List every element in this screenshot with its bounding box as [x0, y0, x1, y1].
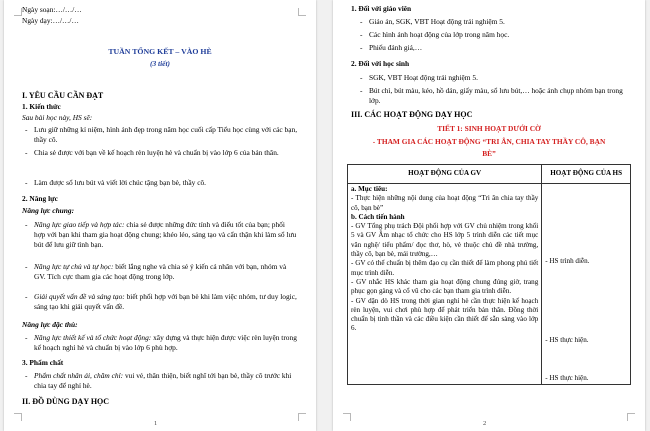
page-2 — [333, 0, 645, 431]
page-title: TUẦN TỔNG KẾT – VÀO HÈ — [108, 47, 212, 56]
lesson-subtitle: - THAM GIA CÁC HOẠT ĐỘNG “TRI ÂN, CHIA TAY THẦY CÔ, BẠN — [372, 137, 606, 146]
table-header-row — [348, 165, 631, 184]
knowledge-item: - Chia sẻ được với bạn về kế hoạch rèn luyện hè và chuẩn bị vào lớp 6 của bản thân. — [34, 148, 298, 158]
procedure-label: b. Cách tiến hành — [351, 212, 405, 221]
knowledge-item: - Lưu giữ những kỉ niệm, hình ảnh đẹp trong năm học cuối cấp Tiểu học cùng với các bạn, thầy cô. — [34, 125, 298, 145]
lesson-subtitle-cont: BÈ” — [482, 149, 496, 158]
activity-table — [347, 164, 631, 385]
page-number: 1 — [154, 420, 158, 427]
goal-text: - Thực hiện những nội dung của hoạt động “Tri ân chia tay thầy cô, bạn bè” — [351, 194, 539, 212]
section-requirements: I. YÊU CẦU CẦN ĐẠT — [22, 91, 104, 100]
heading-teacher-materials: 1. Đối với giáo viên — [351, 4, 412, 13]
knowledge-item: - Làm được sổ lưu bút và viết lời chúc tặng bạn bè, thầy cô. — [34, 178, 298, 188]
teacher-activity: - GV có thể chuẩn bị thêm đạo cụ cần thiết để làm phong phú tiết mục trình diễn. — [351, 259, 539, 277]
student-activity: - HS thực hiện. — [545, 336, 589, 345]
specific-competence-item: - Năng lực thiết kế và tổ chức hoạt động: xây dựng và thực hiện được việc rèn luyện trong kế hoạch nghỉ hè và chuẩn bị vào lớp 6 phù hợp. — [34, 333, 298, 353]
quality-item: - Phẩm chất nhân ái, chăm chỉ: vui vẻ, thân thiện, biết nghĩ tới bạn bè, thầy cô trước khi chia tay để nghỉ hè. — [34, 371, 298, 391]
heading-knowledge: 1. Kiến thức — [22, 102, 61, 111]
goal-label: a. Mục tiêu: — [351, 185, 388, 193]
student-activity: - HS thực hiện. — [545, 373, 589, 382]
lesson-title: TIẾT 1: SINH HOẠT DƯỚI CỜ — [437, 124, 541, 133]
heading-competence: 2. Năng lực — [22, 194, 58, 203]
column-header-teacher: HOẠT ĐỘNG CỦA GV — [348, 165, 542, 184]
heading-qualities: 3. Phẩm chất — [22, 358, 64, 367]
student-material-item: - Bút chì, bút màu, kéo, hồ dán, giấy màu, sổ lưu bút,… hoặc ảnh chụp nhóm bạn trong lớp. — [369, 86, 627, 106]
table-row — [348, 184, 631, 385]
teacher-activity: - GV dặn dò HS trong thời gian nghỉ hè cần thực hiện kế hoạch rèn luyện, vui chơi phù hợp để phát triển bản thân. Đồng thời chuẩn bị tinh thần và các điều kiện cần thiết để sẵn sàng vào lớp 6. — [351, 296, 539, 333]
teacher-activity: - GV Tổng phụ trách Đội phối hợp với GV chủ nhiệm trong khối 5 và GV Âm nhạc tổ chức cho HS lớp 5 trình diễn các tiết mục văn nghệ/ tiểu phẩm/ đọc thơ, hò, vè thuộc chủ đề nhà trường, thầy cô, bạn bè, mái trường,… — [351, 222, 539, 259]
column-header-student: HOẠT ĐỘNG CỦA HS — [542, 165, 631, 184]
teacher-material-item: - Giáo án, SGK, VBT Hoạt động trải nghiệm 5. — [369, 17, 627, 27]
teacher-activity: - GV nhắc HS khác tham gia hoạt động chung đúng giờ, trang phục gọn gàng và cổ vũ cho các bạn tham gia trình diễn. — [351, 277, 539, 296]
teacher-material-item: - Phiếu đánh giá,… — [369, 43, 627, 53]
general-competence-item: - Năng lực giao tiếp và hợp tác: chia sẻ được những đức tính và điểu tốt của bạn; phối hợp với bạn khi tham gia hoạt động chung; khéo léo, sáng tạo và cẩn thận khi làm sổ lưu bút để lưu giữ tình bạn. — [34, 220, 298, 250]
section-activities: III. CÁC HOẠT ĐỘNG DẠY HỌC — [351, 110, 473, 119]
page-number: 2 — [483, 420, 487, 427]
page-1 — [4, 0, 316, 431]
teacher-material-item: - Các hình ảnh hoạt động của lớp trong năm học. — [369, 30, 627, 40]
knowledge-intro: Sau bài học này, HS sẽ: — [22, 113, 93, 122]
general-competence-item: - Giải quyết vấn đề và sáng tạo: biết phối hợp với bạn bè khi làm việc nhóm, tư duy logic, sáng tạo khi giải quyết vấn đề. — [34, 292, 298, 312]
student-material-item: - SGK, VBT Hoạt động trải nghiệm 5. — [369, 73, 627, 83]
heading-student-materials: 2. Đối với học sinh — [351, 59, 410, 68]
heading-specific-competence: Năng lực đặc thù: — [22, 320, 78, 329]
heading-general-competence: Năng lực chung: — [22, 206, 75, 215]
page-subtitle: (3 tiết) — [150, 59, 170, 68]
date-prepared: Ngày soạn:…/…/… — [22, 5, 82, 14]
date-taught: Ngày dạy:…/…/… — [22, 16, 79, 25]
section-materials: II. ĐỒ DÙNG DẠY HỌC — [22, 397, 110, 406]
student-activity: - HS trình diễn. — [545, 257, 590, 265]
general-competence-item: - Năng lực tự chủ và tự học: biết lắng nghe và chia sẻ ý kiến cá nhân với bạn, nhóm và GV. Tích cực tham gia các hoạt động trong lớp. — [34, 262, 298, 282]
